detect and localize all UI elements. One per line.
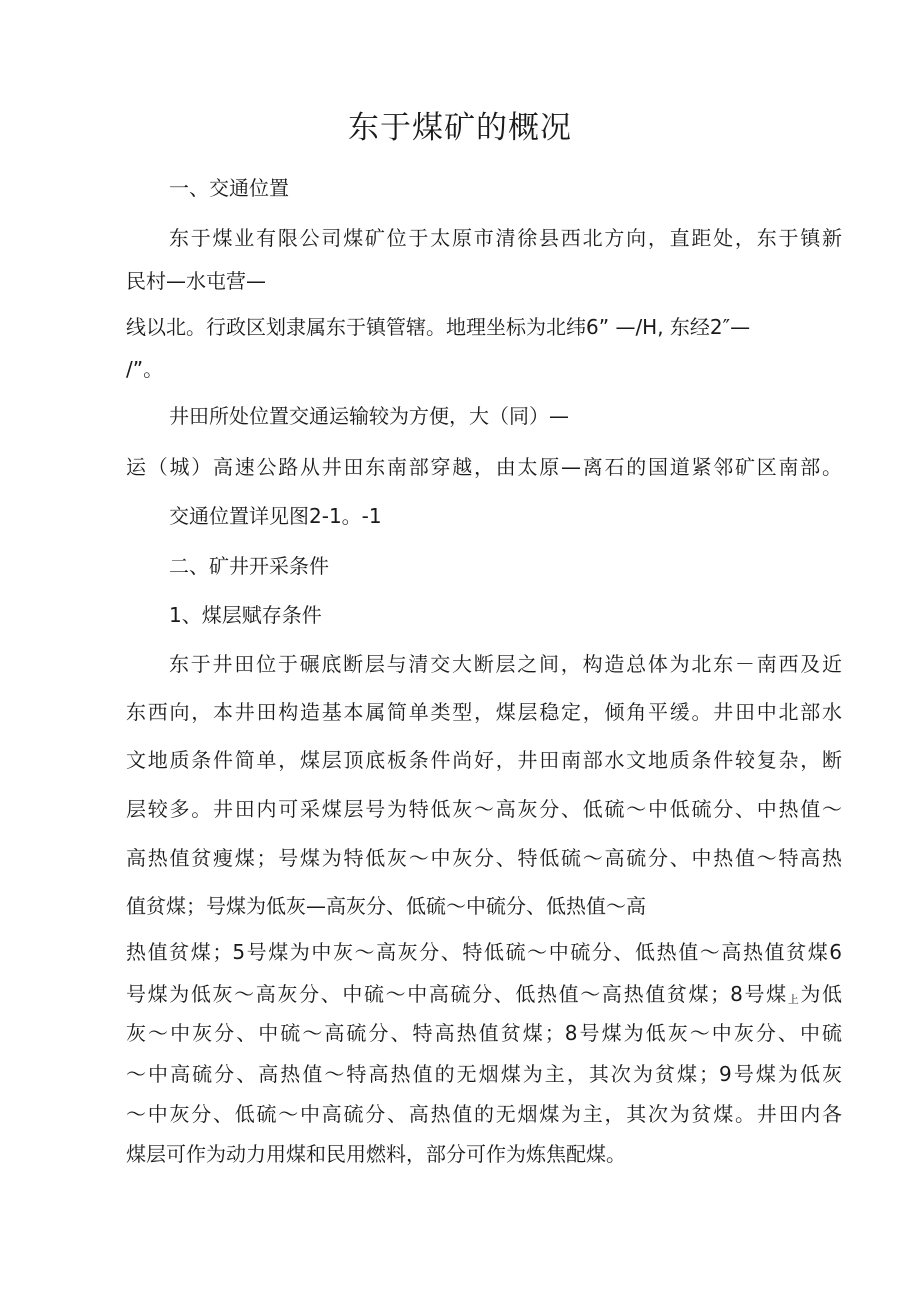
paragraph-line: 层较多。井田内可采煤层号为特低灰～高灰分、低硫～中低硫分、中热值～ xyxy=(126,797,842,821)
paragraph-line: 高热值贫瘦煤；号煤为特低灰～中灰分、特低硫～高硫分、中热值～特高热 xyxy=(126,846,842,870)
line-text: 号煤为低灰～高灰分、中硫～中高硫分、低热值～高热值贫煤；8号煤 xyxy=(126,982,788,1006)
paragraph-line: ～中灰分、低硫～中高硫分、高热值的无烟煤为主，其次为贫煤。井田内各 xyxy=(126,1102,842,1126)
paragraph-line: 东于井田位于碾底断层与清交大断层之间，构造总体为北东－南西及近 xyxy=(169,652,842,676)
paragraph-line: 东西向，本井田构造基本属简单类型，煤层稳定，倾角平缓。井田中北部水 xyxy=(126,700,842,724)
subsection-heading-coal-seams: 1、煤层赋存条件 xyxy=(169,603,322,627)
paragraph-line: /”。 xyxy=(126,357,164,381)
section-heading-mining: 二、矿井开采条件 xyxy=(169,554,329,578)
paragraph-line: 线以北。行政区划隶属东于镇管辖。地理坐标为北纬6” —/H, 东经2″— xyxy=(126,315,751,339)
paragraph-line: 东于煤业有限公司煤矿位于太原市清徐县西北方向，直距处，东于镇新 xyxy=(169,226,842,250)
paragraph-line: 民村—水屯营— xyxy=(126,269,266,293)
paragraph-line: 交通位置详见图2-1。-1 xyxy=(169,504,382,528)
paragraph-line: ～中高硫分、高热值～特高热值的无烟煤为主，其次为贫煤；9号煤为低灰 xyxy=(126,1062,842,1086)
paragraph-line: 热值贫煤；5号煤为中灰～高灰分、特低硫～中硫分、低热值～高热值贫煤6 xyxy=(126,940,842,964)
paragraph-line: 文地质条件简单，煤层顶底板条件尚好，井田南部水文地质条件较复杂，断 xyxy=(126,748,842,772)
line-text: 为低 xyxy=(800,982,843,1006)
paragraph-line: 煤层可作为动力用煤和民用燃料，部分可作为炼焦配煤。 xyxy=(126,1142,626,1166)
paragraph-line: 井田所处位置交通运输较为方便，大（同）— xyxy=(169,404,569,428)
paragraph-line: 值贫煤；号煤为低灰—高灰分、低硫～中硫分、低热值～高 xyxy=(126,894,646,918)
page-title: 东于煤矿的概况 xyxy=(348,110,572,146)
paragraph-line xyxy=(126,979,842,1015)
section-heading-traffic: 一、交通位置 xyxy=(169,176,289,200)
paragraph-line: 运（城）高速公路从井田东南部穿越，由太原—离石的国道紧邻矿区南部。 xyxy=(126,455,842,479)
paragraph-line: 灰～中灰分、中硫～高硫分、特高热值贫煤；8号煤为低灰～中灰分、中硫 xyxy=(126,1021,842,1045)
subscript-text: 上 xyxy=(787,993,801,1006)
